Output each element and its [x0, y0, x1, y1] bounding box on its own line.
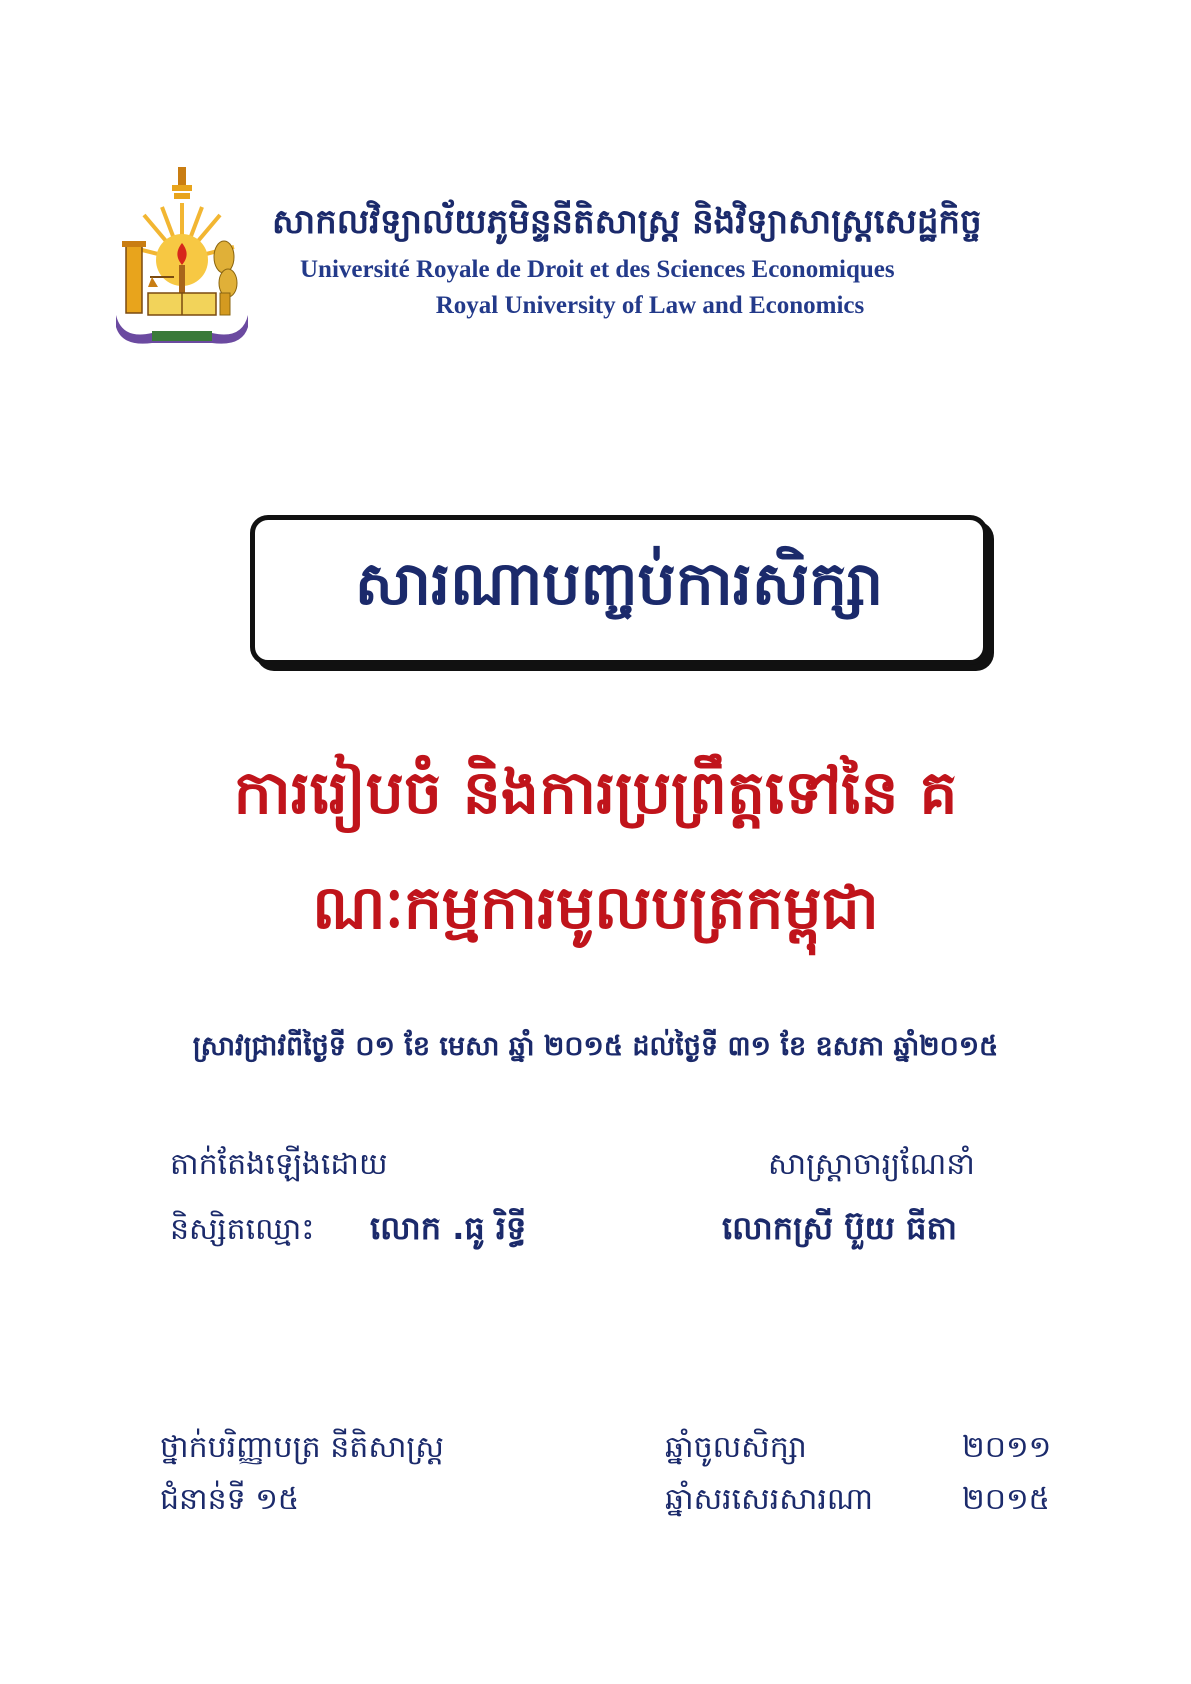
supervisor-name: លោកស្រី ប៊ួយ ធីតា	[722, 1209, 957, 1247]
entry-year-value: ២០១១	[962, 1430, 1052, 1465]
cohort-label: ជំនាន់ទី ១៥	[160, 1482, 300, 1517]
thesis-title-line-1: ការរៀបចំ និងការប្រព្រឹត្តទៅនៃ គ	[233, 758, 958, 828]
university-name-french: Université Royale de Droit et des Sciences Economiques	[300, 256, 895, 283]
emblem-wheat-right	[214, 241, 237, 315]
document-type-box	[250, 515, 988, 665]
thesis-year-label: ឆ្នាំសរសេរសារណា	[665, 1482, 874, 1517]
research-period: ស្រាវជ្រាវពីថ្ងៃទី ០១ ខែ មេសា ឆ្នាំ ២០១៥ ដល់ថ្ងៃទី ៣១ ខែ ឧសភា ឆ្នាំ២០១៥	[192, 1031, 999, 1062]
emblem-spire	[172, 167, 192, 199]
thesis-title-line-2: ណៈកម្មការមូលបត្រកម្ពុជា	[312, 873, 879, 943]
degree-label: ថ្នាក់បរិញ្ញាបត្រ នីតិសាស្ត្រ	[160, 1430, 444, 1465]
student-label: និស្សិតឈ្មោះ	[170, 1212, 315, 1247]
thesis-year-value: ២០១៥	[962, 1482, 1050, 1517]
university-name-english: Royal University of Law and Economics	[435, 292, 865, 319]
emblem-pillar-left	[122, 241, 146, 313]
university-name-khmer: សាកលវិទ្យាល័យភូមិន្ទនីតិសាស្ត្រ និងវិទ្យាសាស្ត្រសេដ្ឋកិច្ច	[272, 202, 982, 242]
student-name: លោក .ធូ រិទ្ធី	[370, 1209, 527, 1247]
supervisor-label: សាស្ត្រាចារ្យណែនាំ	[768, 1147, 975, 1182]
prepared-by-label: តាក់តែងឡើងដោយ	[170, 1147, 388, 1182]
document-type: សារណាបញ្ចប់ការសិក្សា	[354, 549, 884, 619]
university-emblem-icon	[112, 165, 252, 350]
entry-year-label: ឆ្នាំចូលសិក្សា	[665, 1430, 807, 1465]
